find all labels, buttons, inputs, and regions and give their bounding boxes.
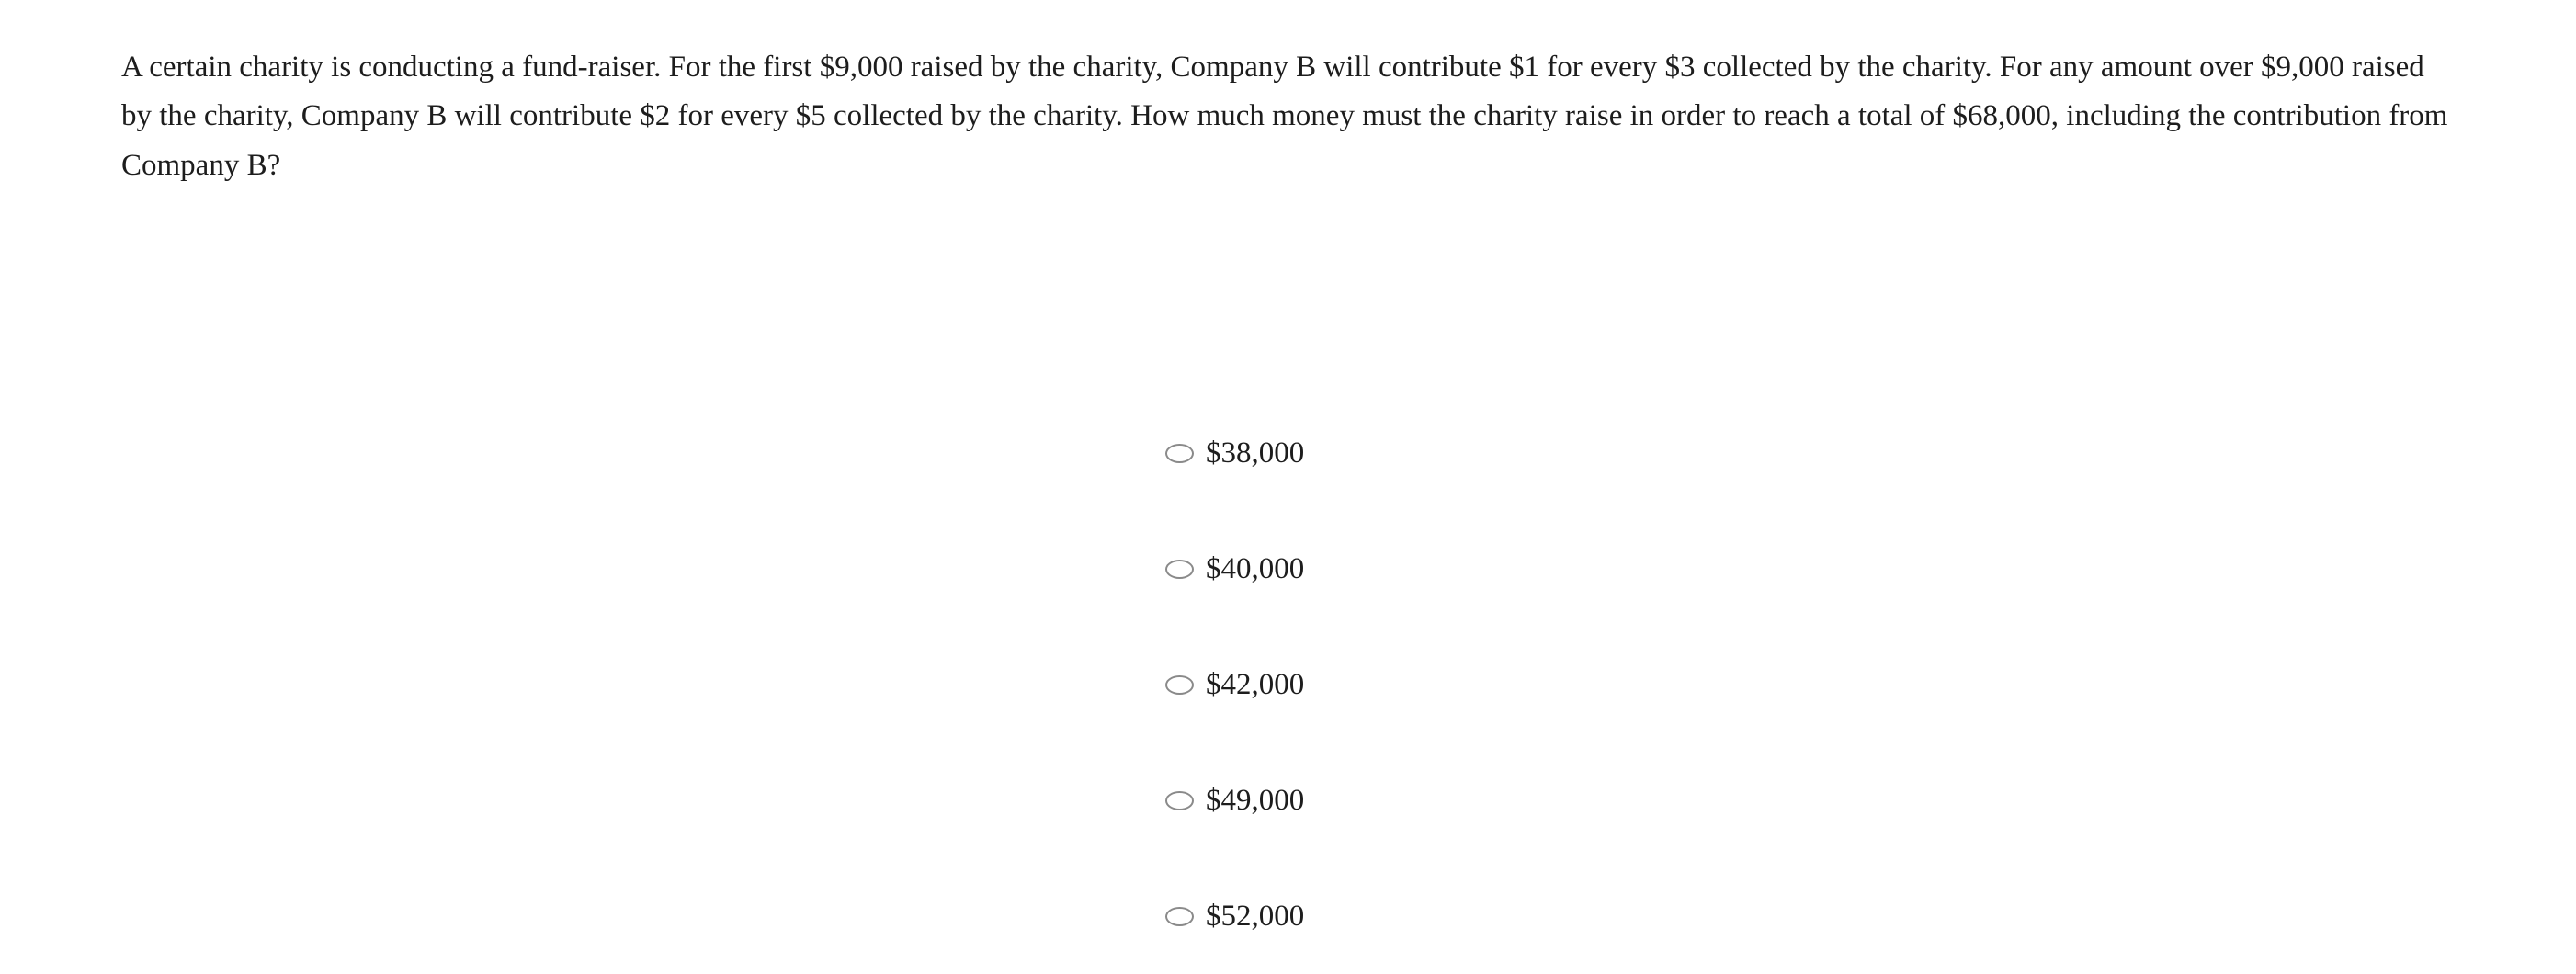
radio-button-icon[interactable] xyxy=(1165,907,1194,926)
answer-choice-label: $42,000 xyxy=(1206,667,1305,701)
radio-button-icon[interactable] xyxy=(1165,791,1194,810)
radio-button-icon[interactable] xyxy=(1165,560,1194,579)
radio-button-icon[interactable] xyxy=(1165,675,1194,695)
answer-choice-option[interactable] xyxy=(1165,511,1992,627)
answer-choice-label: $38,000 xyxy=(1206,436,1305,470)
question-block xyxy=(121,13,2456,221)
answer-choice-option[interactable] xyxy=(1165,742,1992,858)
answer-choice-option[interactable] xyxy=(1165,858,1992,974)
question-text: A certain charity is conducting a fund-raiser. For the first $9,000 raised by the charity, Company B will contribute $1 for every $3 collected by the charity. For any amount over $9,000 raised by the charity, Company B will contribute $2 for every $5 collected by the charity. How much money must the charity raise in order to reach a total of $68,000, including the contribution from Company B? xyxy=(121,51,2448,182)
answer-choice-option[interactable] xyxy=(1165,395,1992,511)
answer-choice-label: $52,000 xyxy=(1206,899,1305,933)
answer-choice-label: $40,000 xyxy=(1206,551,1305,585)
answer-choice-option[interactable] xyxy=(1165,627,1992,742)
answer-choice-label: $49,000 xyxy=(1206,783,1305,817)
answer-choices-list xyxy=(1165,395,1992,974)
radio-button-icon[interactable] xyxy=(1165,444,1194,463)
